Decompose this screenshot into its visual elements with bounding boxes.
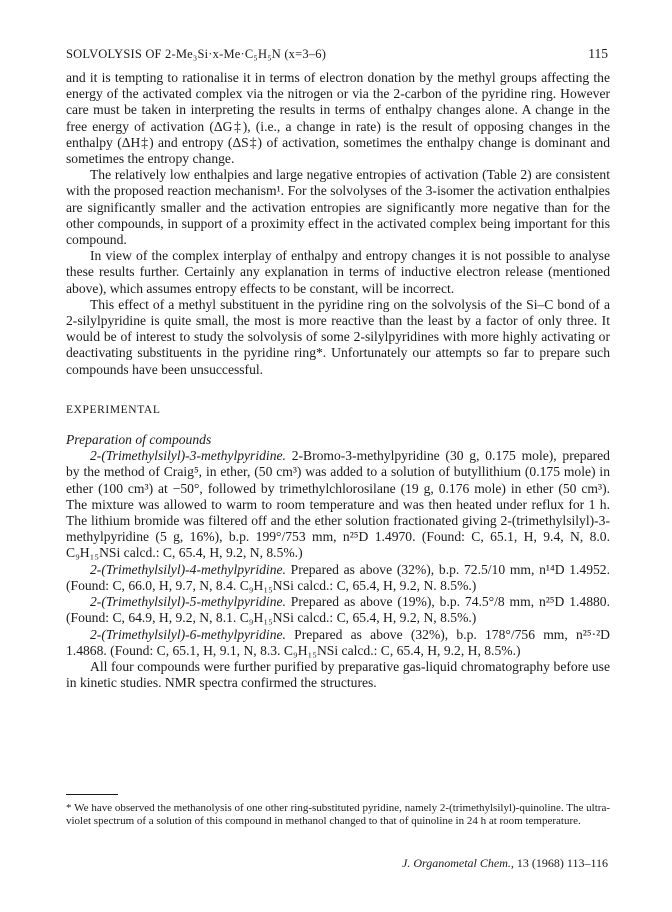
compound-entry-3-methyl: [66, 448, 610, 561]
footnote-divider: [66, 794, 118, 795]
subsection-heading: Preparation of compounds: [66, 432, 212, 448]
compound-name: 2-(Trimethylsilyl)-6-methylpyridine.: [90, 626, 286, 642]
compound-name: 2-(Trimethylsilyl)-4-methylpyridine.: [90, 561, 286, 577]
paragraph-4: This effect of a methyl substituent in the pyridine ring on the solvolysis of the Si–C bond of a 2-silylpyridine is quite small, the most is more reactive than the least by a factor of only three. It would be of interest to study the solvolysis of some 2-silylpyridines with more highly activating or deactivating substituents in the pyridine ring*. Unfortunately our attempts so far to prepare such compounds have been unsuccessful.: [66, 296, 610, 377]
footnote: * We have observed the methanolysis of one other ring-substituted pyridine, namely 2-(trimethylsilyl)-quinoline. The ultra-violet spectrum of a solution of this compound in methanol changed to that of quinoline in 24 h at room temperature.: [66, 802, 610, 828]
compound-text: Prepared as above (19%), b.p. 74.5°/8 mm, n²⁵D 1.4880. (Found: C, 64.9, H, 9.2, N, 8.1. C₉H₁₅NSi calcd.: C, 65.4, H, 9.2, N, 8.5%.): [66, 594, 610, 626]
running-header: [66, 46, 608, 62]
body-text: [66, 70, 610, 691]
compound-entry-5-methyl: [66, 594, 610, 626]
paragraph-1: and it is tempting to rationalise it in terms of electron donation by the methyl groups affecting the energy of the activated complex via the nitrogen or via the 2-carbon of the pyridine ring. However care must be taken in interpreting the results in terms of enthalpy changes alone. A change in the free energy of activation (ΔG‡), (i.e., a change in rate) is the result of opposing changes in the enthalpy (ΔH‡) and entropy (ΔS‡) of activation, sometimes the enthalpy change is dominant and sometimes the entropy change.: [66, 70, 610, 167]
journal-citation: [402, 856, 608, 871]
compound-name: 2-(Trimethylsilyl)-3-methylpyridine.: [90, 448, 286, 464]
compound-entry-4-methyl: [66, 562, 610, 594]
paragraph-2: The relatively low enthalpies and large negative entropies of activation (Table 2) are consistent with the proposed reaction mechanism¹. For the solvolyses of the 3-isomer the activation enthalpies are significantly smaller and the activation entropies are significantly more negative than for the other compounds, in support of a proximity effect in the activated complex being important for this compound.: [66, 167, 610, 248]
compound-text: Prepared as above (32%), b.p. 178°/756 mm, n²⁵·²D 1.4868. (Found: C, 65.1, H, 9.1, N, 8.3. C₉H₁₅NSi calcd.: C, 65.4, H, 9.2, H, 8.5%.): [66, 626, 610, 658]
journal-name: J. Organometal Chem.,: [402, 856, 514, 870]
compound-entry-6-methyl: [66, 627, 610, 659]
compound-text: Prepared as above (32%), b.p. 72.5/10 mm, n¹⁴D 1.4952. (Found: C, 66.0, H, 9.7, N, 8.4. C₉H₁₅NSi calcd.: C, 65.4, H, 9.2, N. 8.5%.): [66, 561, 610, 593]
closing-paragraph: All four compounds were further purified by preparative gas-liquid chromatography before use in kinetic studies. NMR spectra confirmed the structures.: [66, 658, 610, 691]
compound-name: 2-(Trimethylsilyl)-5-methylpyridine.: [90, 594, 286, 610]
compound-text: 2-Bromo-3-methylpyridine (30 g, 0.175 mole), prepared by the method of Craig⁵, in ether, (50 cm³) was added to a solution of butyllithium (0.175 mole) in ether (100 cm³) at −50°, followed by trimethylchlorosilane (19 g, 0.176 mole) in ether (50 cm³). The mixture was allowed to warm to room temperature and was then heated under reflux for 1 h. The lithium bromide was filtered off and the ether solution fractionated giving 2-(trimethylsilyl)-3-methylpyridine (5 g, 16%), b.p. 199°/753 mm, n²⁵D 1.4970. (Found: C, 65.1, H, 9.4, N, 8.0. C₉H₁₅NSi calcd.: C, 65.4, H, 9.2, N, 8.5%.): [66, 448, 610, 561]
journal-reference: 13 (1968) 113–116: [516, 856, 608, 870]
paragraph-3: In view of the complex interplay of enthalpy and entropy changes it is not possible to analyse these results further. Certainly any explanation in terms of inductive electron release (mentioned above), which assumes entropy effects to be constant, will be incorrect.: [66, 248, 610, 296]
section-heading-experimental: EXPERIMENTAL: [66, 403, 161, 416]
running-title: SOLVOLYSIS OF 2-Me₃Si·x-Me·C₅H₅N (x=3–6): [66, 47, 327, 61]
page-number: 115: [588, 46, 608, 61]
